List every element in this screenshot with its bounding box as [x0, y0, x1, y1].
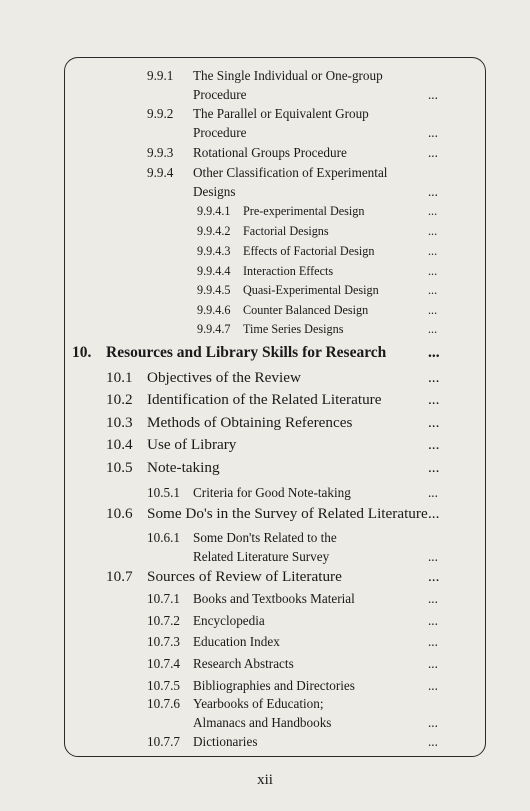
section-number: 9.9.4.1: [197, 204, 231, 218]
section-number: 9.9.4.4: [197, 264, 231, 278]
leader-dots: ...: [428, 613, 438, 628]
section-title: Use of Library: [147, 436, 237, 453]
section-number: 10.7.4: [147, 656, 180, 671]
leader-dots: ...: [428, 656, 438, 671]
leader-dots: ...: [428, 369, 440, 386]
section-title: Research Abstracts: [193, 656, 294, 671]
section-number: 10.1: [106, 369, 133, 386]
section-title: Dictionaries: [193, 734, 258, 749]
section-number: 10.6.1: [147, 530, 180, 545]
section-title: Yearbooks of Education;: [193, 696, 324, 711]
section-title: The Parallel or Equivalent Group: [193, 106, 369, 121]
section-number: 9.9.4.5: [197, 283, 231, 297]
section-title: Procedure: [193, 125, 247, 140]
section-title: Almanacs and Handbooks: [193, 715, 332, 730]
section-number: 10.7.7: [147, 734, 180, 749]
section-title: Resources and Library Skills for Research: [106, 344, 387, 361]
leader-dots: ...: [428, 264, 438, 278]
section-title: Effects of Factorial Design: [243, 244, 375, 258]
section-title: Related Literature Survey: [193, 549, 330, 564]
section-number: 10.7.5: [147, 678, 180, 693]
section-title: Identification of the Related Literature: [147, 391, 382, 408]
leader-dots: ...: [428, 549, 438, 564]
section-title: Bibliographies and Directories: [193, 678, 355, 693]
section-number: 9.9.4.2: [197, 224, 231, 238]
section-title: Education Index: [193, 634, 280, 649]
section-title: Note-taking: [147, 459, 220, 476]
section-number: 9.9.4: [147, 165, 174, 180]
section-title: Sources of Review of Literature: [147, 568, 342, 585]
section-title: Some Do's in the Survey of Related Literature: [147, 505, 428, 522]
leader-dots: ...: [428, 283, 438, 297]
leader-dots: ...: [428, 734, 438, 749]
section-title: The Single Individual or One-group: [193, 68, 383, 83]
section-title: Criteria for Good Note-taking: [193, 485, 351, 500]
leader-dots: ...: [428, 459, 440, 476]
leader-dots: ...: [428, 87, 438, 102]
leader-dots: ...: [428, 125, 438, 140]
section-title: Some Don'ts Related to the: [193, 530, 337, 545]
leader-dots: ...: [428, 436, 440, 453]
leader-dots: ...: [428, 322, 438, 336]
leader-dots: ...: [428, 391, 440, 408]
section-number: 10.7.1: [147, 591, 180, 606]
section-number: 9.9.4.7: [197, 322, 231, 336]
section-number: 10.3: [106, 414, 133, 431]
section-number: 10.2: [106, 391, 133, 408]
section-number: 10.7: [106, 568, 133, 585]
section-title: Other Classification of Experimental: [193, 165, 388, 180]
section-number: 9.9.3: [147, 145, 174, 160]
leader-dots: ...: [428, 204, 438, 218]
section-number: 9.9.2: [147, 106, 174, 121]
section-title: Quasi-Experimental Design: [243, 283, 379, 297]
leader-dots: ...: [428, 485, 438, 500]
leader-dots: ...: [428, 303, 438, 317]
leader-dots: ...: [428, 715, 438, 730]
section-title: Counter Balanced Design: [243, 303, 369, 317]
section-title: Objectives of the Review: [147, 369, 301, 386]
section-title: Factorial Designs: [243, 224, 329, 238]
leader-dots: ...: [428, 568, 440, 585]
section-title: Pre-experimental Design: [243, 204, 365, 218]
leader-dots: ...: [428, 505, 440, 522]
leader-dots: ...: [428, 244, 438, 258]
section-title: Books and Textbooks Material: [193, 591, 355, 606]
leader-dots: ...: [428, 224, 438, 238]
section-title: Methods of Obtaining References: [147, 414, 353, 431]
page-number: xii: [257, 772, 273, 788]
section-number: 10.: [72, 344, 92, 361]
section-number: 9.9.4.6: [197, 303, 231, 317]
leader-dots: ...: [428, 591, 438, 606]
section-number: 10.4: [106, 436, 133, 453]
leader-dots: ...: [428, 344, 440, 361]
section-number: 10.7.3: [147, 634, 180, 649]
section-title: Interaction Effects: [243, 264, 334, 278]
section-number: 10.5.1: [147, 485, 180, 500]
leader-dots: ...: [428, 414, 440, 431]
section-number: 9.9.4.3: [197, 244, 231, 258]
section-number: 10.7.6: [147, 696, 180, 711]
section-number: 10.7.2: [147, 613, 180, 628]
section-title: Procedure: [193, 87, 247, 102]
section-title: Rotational Groups Procedure: [193, 145, 347, 160]
section-title: Time Series Designs: [243, 322, 344, 336]
section-title: Encyclopedia: [193, 613, 265, 628]
leader-dots: ...: [428, 634, 438, 649]
section-title: Designs: [193, 184, 236, 199]
section-number: 10.6: [106, 505, 133, 522]
leader-dots: ...: [428, 145, 438, 160]
leader-dots: ...: [428, 184, 438, 199]
section-number: 9.9.1: [147, 68, 174, 83]
section-number: 10.5: [106, 459, 133, 476]
leader-dots: ...: [428, 678, 438, 693]
